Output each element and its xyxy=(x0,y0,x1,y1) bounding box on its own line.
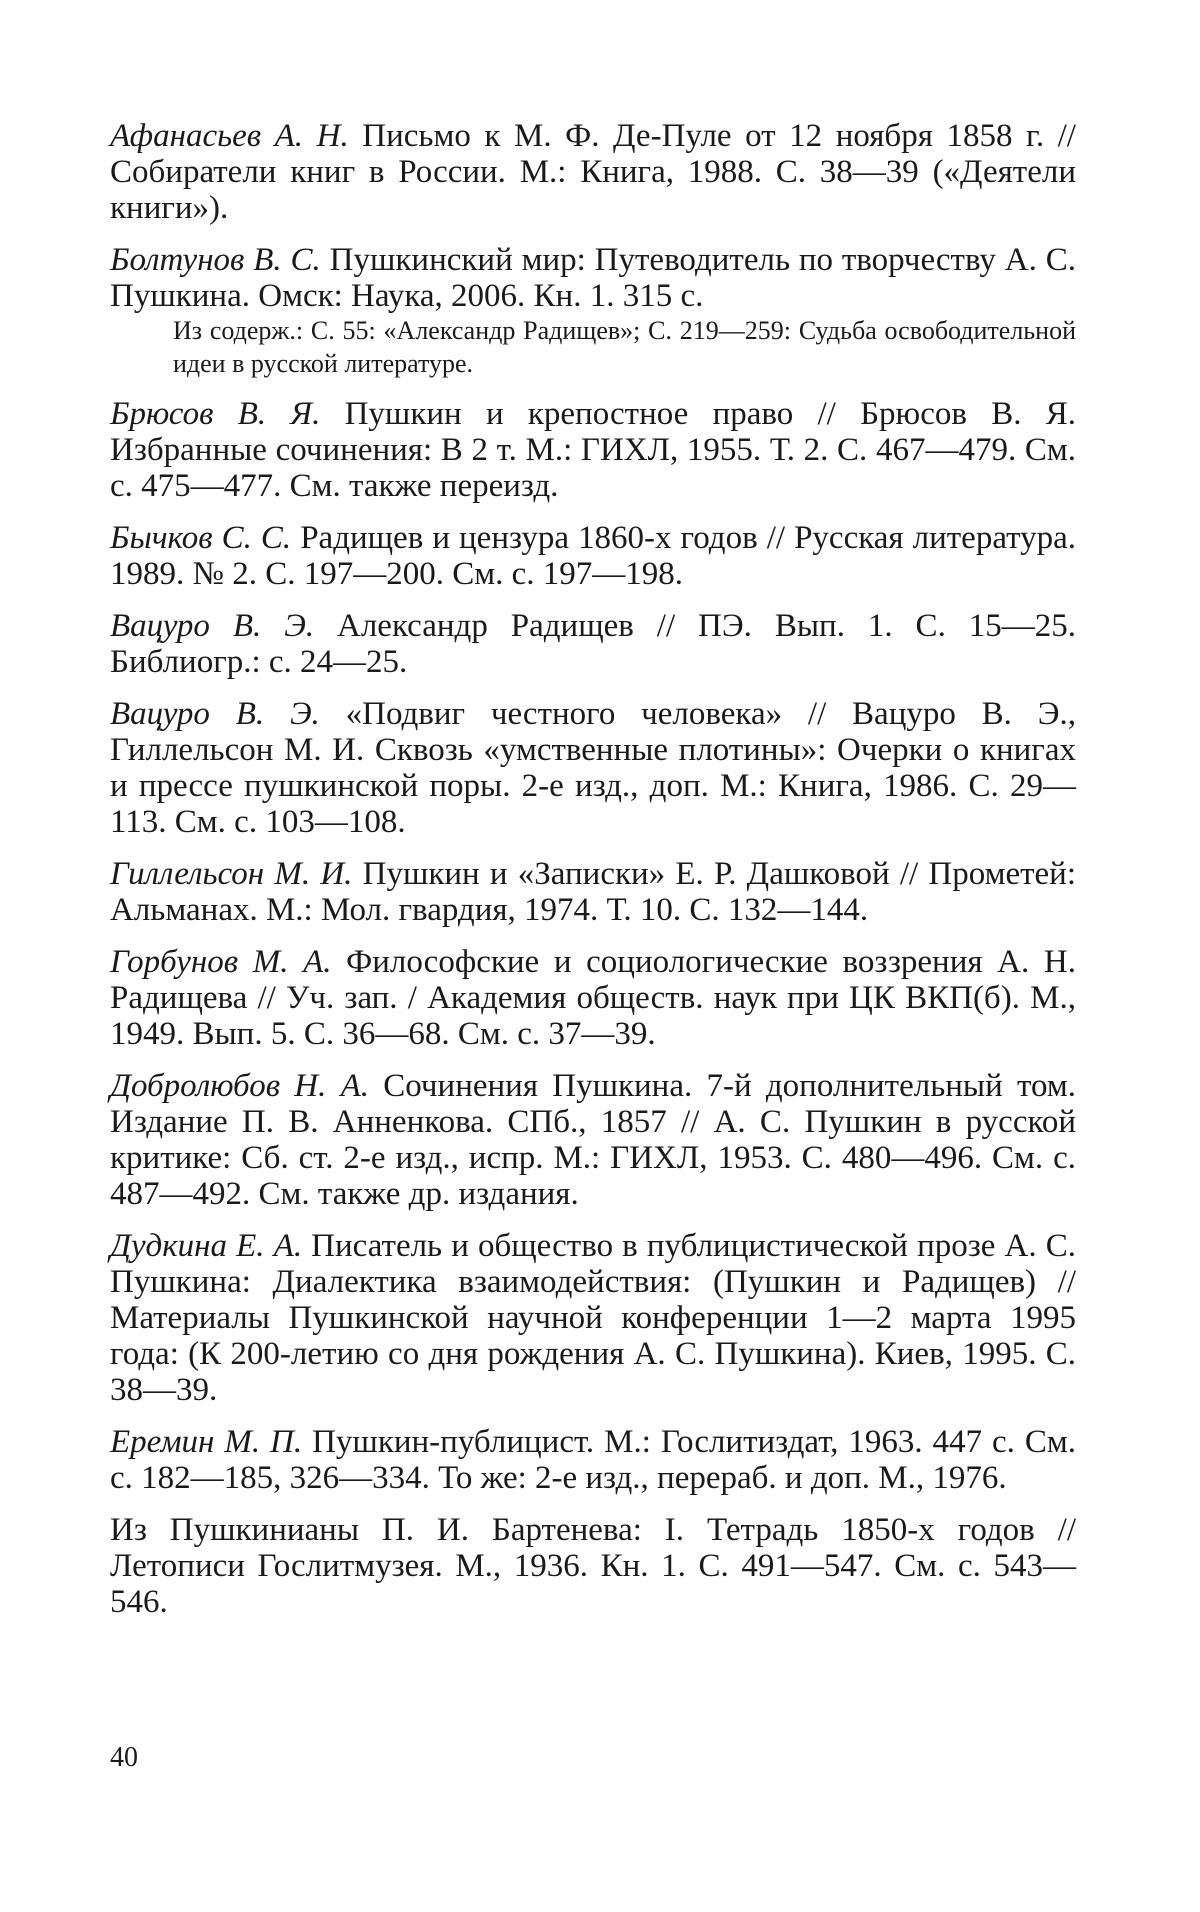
bibliography-page xyxy=(110,118,1076,1636)
bibliography-entry xyxy=(110,1228,1076,1408)
entry-text: Из Пушкинианы П. И. Бартенева: I. Тетрадь 1850-х годов // Летописи Гослитмузея. М., 1936. Кн. 1. С. 491—547. См. с. 543—546. xyxy=(110,1512,1076,1620)
bibliography-entry xyxy=(110,396,1076,504)
entry-author: Бычков С. С. xyxy=(110,520,292,556)
bibliography-entry xyxy=(110,856,1076,928)
entry-author: Еремин М. П. xyxy=(110,1424,303,1460)
entry-text: Радищев и цензура 1860-х годов // Русская литература. 1989. № 2. С. 197—200. См. с. 197—198. xyxy=(110,520,1076,592)
entry-author: Брюсов В. Я. xyxy=(110,396,321,432)
entry-author: Горбунов М. А. xyxy=(110,944,332,980)
entry-text: Письмо к М. Ф. Де-Пуле от 12 ноября 1858 г. // Собиратели книг в России. М.: Книга, 1988. С. 38—39 («Деятели книги»). xyxy=(110,118,1076,226)
entry-text: Пушкинский мир: Путеводитель по творчеству А. С. Пушкина. Омск: Наука, 2006. Кн. 1. 315 с. xyxy=(110,242,1076,314)
bibliography-entry xyxy=(110,242,1076,380)
entry-author: Болтунов В. С. xyxy=(110,242,321,278)
entry-text: Сочинения Пушкина. 7-й дополнительный том. Издание П. В. Анненкова. СПб., 1857 // А. С. Пушкин в русской критике: Сб. ст. 2-е изд., испр. М.: ГИХЛ, 1953. С. 480—496. См. с. 487—492. См. также др. издания. xyxy=(110,1068,1076,1212)
bibliography-entry xyxy=(110,1424,1076,1496)
entry-text: Александр Радищев // ПЭ. Вып. 1. С. 15—25. Библиогр.: с. 24—25. xyxy=(110,608,1077,680)
entry-author: Афанасьев А. Н. xyxy=(110,118,349,154)
entry-text: Писатель и общество в публицистической прозе А. С. Пушкина: Диалектика взаимодействия: (Пушкин и Радищев) // Материалы Пушкинской научной конференции 1—2 марта 1995 года: (К 200-летию со дня рождения А. С. Пушкина). Киев, 1995. С. 38—39. xyxy=(110,1228,1076,1408)
bibliography-entry xyxy=(110,520,1076,592)
entry-author: Дудкина Е. А. xyxy=(110,1228,303,1264)
entry-text: Философские и социологические воззрения А. Н. Радищева // Уч. зап. / Академия обществ. наук при ЦК ВКП(б). М., 1949. Вып. 5. С. 36—68. См. с. 37—39. xyxy=(110,944,1076,1052)
entry-author: Вацуро В. Э. xyxy=(110,608,315,644)
entry-text: Пушкин и «Записки» Е. Р. Дашковой // Прометей: Альманах. М.: Мол. гвардия, 1974. Т. 10. С. 132—144. xyxy=(110,856,1076,928)
entry-text: «Подвиг честного человека» // Вацуро В. Э., Гиллельсон М. И. Сквозь «умственные плотины»: Очерки о книгах и прессе пушкинской поры. 2-е изд., доп. М.: Книга, 1986. С. 29—113. См. с. 103—108. xyxy=(110,696,1076,840)
entry-author: Гиллельсон М. И. xyxy=(110,856,353,892)
bibliography-entry xyxy=(110,1068,1076,1212)
bibliography-entry xyxy=(110,944,1076,1052)
entry-author: Вацуро В. Э. xyxy=(110,696,320,732)
bibliography-entry xyxy=(110,608,1076,680)
entry-text: Пушкин и крепостное право // Брюсов В. Я. Избранные сочинения: В 2 т. М.: ГИХЛ, 1955. Т. 2. С. 467—479. См. с. 475—477. См. также переизд. xyxy=(110,396,1076,504)
entry-author: Добролюбов Н. А. xyxy=(110,1068,370,1104)
entry-text: Пушкин-публицист. М.: Гослитиздат, 1963. 447 с. См. с. 182—185, 326—334. То же: 2-е изд., перераб. и доп. М., 1976. xyxy=(110,1424,1076,1496)
bibliography-entry xyxy=(110,1512,1076,1620)
page-number: 40 xyxy=(110,1742,138,1773)
bibliography-entry xyxy=(110,118,1076,226)
bibliography-entry xyxy=(110,696,1076,840)
entry-note: Из содерж.: С. 55: «Александр Радищев»; С. 219—259: Судьба освободительной идеи в русской литературе. xyxy=(173,316,1076,378)
